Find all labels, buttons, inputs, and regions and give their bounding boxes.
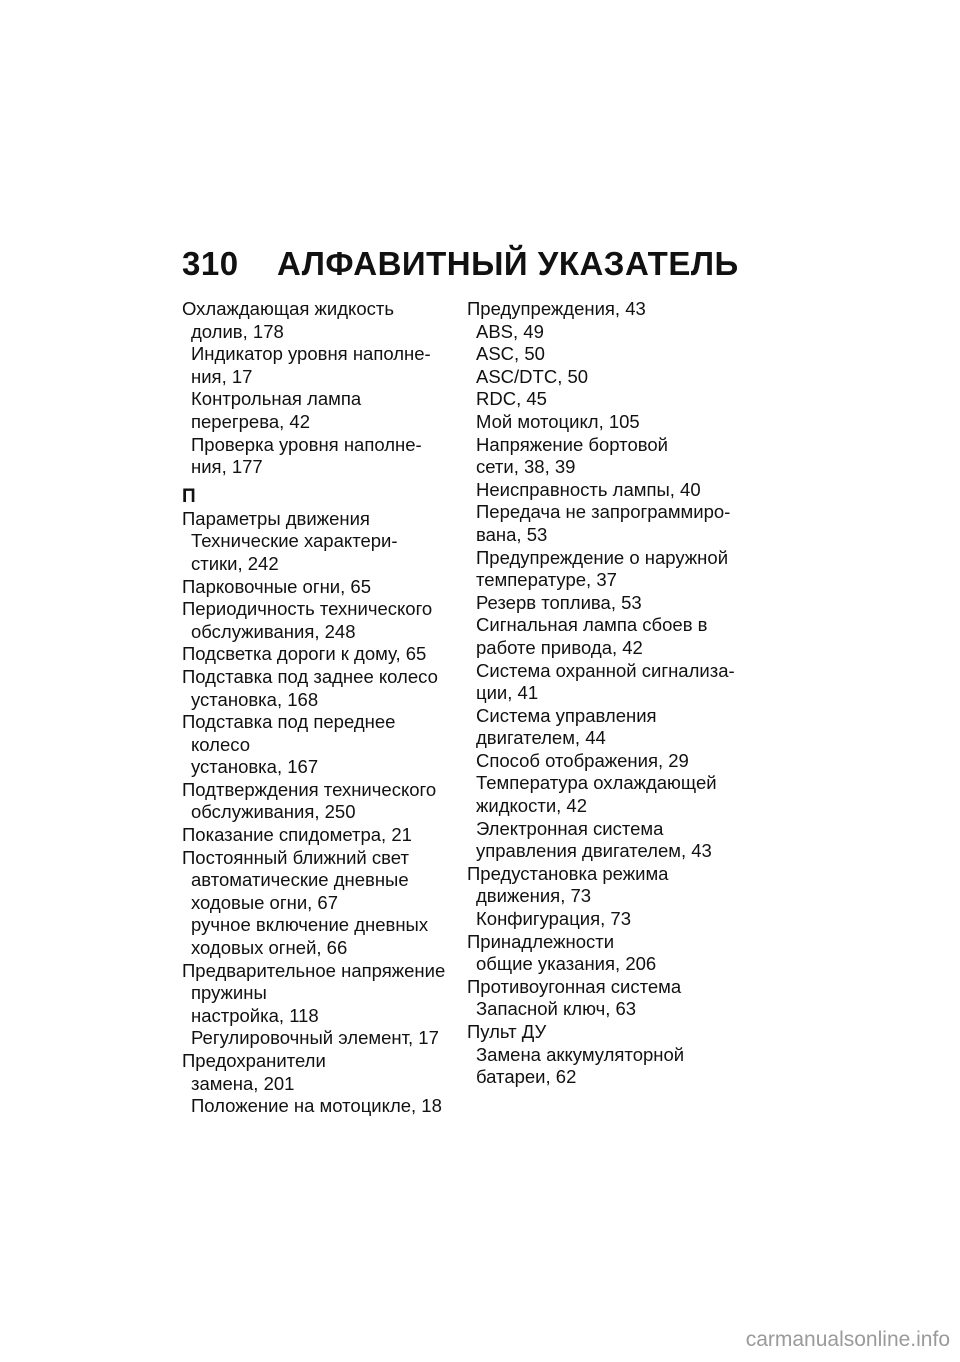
index-subentry: ABS, 49 bbox=[476, 320, 544, 342]
index-subentry: Система управления bbox=[476, 704, 657, 726]
index-subentry: ния, 177 bbox=[191, 456, 263, 478]
index-subentry: Передача не запрограммиро- bbox=[476, 501, 731, 523]
index-subentry: Индикатор уровня наполне- bbox=[191, 343, 431, 365]
index-subentry: Запасной ключ, 63 bbox=[476, 998, 637, 1020]
index-subentry: Напряжение бортовой bbox=[476, 433, 668, 455]
index-subentry: двигателем, 44 bbox=[476, 727, 606, 749]
index-subentry: Предупреждение о наружной bbox=[476, 546, 729, 568]
index-subentry: Система охранной сигнализа- bbox=[476, 659, 735, 681]
index-subentry: ходовых огней, 66 bbox=[191, 937, 348, 959]
index-subentry: долив, 178 bbox=[191, 320, 284, 342]
page-header bbox=[182, 244, 739, 284]
index-entry: Подставка под переднее bbox=[182, 711, 396, 733]
index-subentry: ния, 17 bbox=[191, 365, 253, 387]
index-entry: Предупреждения, 43 bbox=[467, 298, 646, 319]
index-entry: Подставка под заднее колесо bbox=[182, 665, 438, 687]
index-column-left bbox=[182, 298, 452, 1118]
index-entry: Предохранители bbox=[182, 1050, 326, 1071]
index-subentry: ходовые огни, 67 bbox=[191, 891, 339, 913]
index-entry: Пульт ДУ bbox=[467, 1021, 547, 1042]
index-subentry: обслуживания, 250 bbox=[191, 801, 356, 823]
index-subentry: Мой мотоцикл, 105 bbox=[476, 410, 640, 432]
index-subentry: сети, 38, 39 bbox=[476, 456, 576, 478]
index-subentry: колесо bbox=[191, 733, 251, 755]
index-entry: Предварительное напряжение bbox=[182, 959, 446, 981]
index-subentry: Замена аккумуляторной bbox=[476, 1043, 685, 1065]
index-subentry: Проверка уровня наполне- bbox=[191, 433, 422, 455]
index-subentry: Положение на мотоцикле, 18 bbox=[191, 1095, 442, 1117]
index-entry: Парковочные огни, 65 bbox=[182, 575, 371, 597]
index-subentry: стики, 242 bbox=[191, 552, 279, 574]
index-subentry: ASC, 50 bbox=[476, 343, 545, 365]
index-entry: Постоянный ближний свет bbox=[182, 846, 409, 868]
index-subentry: жидкости, 42 bbox=[476, 795, 588, 817]
index-subentry: Конфигурация, 73 bbox=[476, 908, 632, 930]
index-entry: Охлаждающая жидкость bbox=[182, 298, 394, 319]
index-entry: Принадлежности bbox=[467, 930, 615, 952]
index-subentry: установка, 168 bbox=[191, 688, 319, 710]
index-subentry: управления двигателем, 43 bbox=[476, 840, 712, 862]
index-subentry: Неисправность лампы, 40 bbox=[476, 478, 701, 500]
index-subentry: RDC, 45 bbox=[476, 388, 547, 410]
index-subentry: установка, 167 bbox=[191, 756, 319, 778]
index-entry: Противоугонная система bbox=[467, 975, 682, 997]
index-subentry: Температура охлаждающей bbox=[476, 772, 717, 794]
index-subentry: перегрева, 42 bbox=[191, 410, 310, 432]
index-subentry: пружины bbox=[191, 982, 267, 1004]
index-entry: Предустановка режима bbox=[467, 862, 669, 884]
index-entry: Параметры движения bbox=[182, 507, 370, 529]
index-subentry: настройка, 118 bbox=[191, 1004, 319, 1026]
index-entry: Показание спидометра, 21 bbox=[182, 824, 412, 846]
index-subentry: ручное включение дневных bbox=[191, 914, 429, 936]
index-subentry: Резерв топлива, 53 bbox=[476, 591, 642, 613]
index-subentry: Электронная система bbox=[476, 817, 664, 839]
index-subentry: замена, 201 bbox=[191, 1072, 295, 1094]
index-subentry: батареи, 62 bbox=[476, 1066, 577, 1088]
index-subentry: Сигнальная лампа сбоев в bbox=[476, 614, 708, 636]
index-subentry: общие указания, 206 bbox=[476, 953, 657, 975]
index-entry: Периодичность технического bbox=[182, 598, 433, 620]
index-subentry: работе привода, 42 bbox=[476, 636, 643, 658]
index-subentry: Контрольная лампа bbox=[191, 388, 362, 410]
watermark: carmanualsonline.info bbox=[745, 1328, 950, 1351]
index-entry: Подтверждения технического bbox=[182, 778, 437, 800]
page-title: АЛФАВИТНЫЙ УКАЗАТЕЛЬ bbox=[277, 245, 739, 282]
index-subentry: температуре, 37 bbox=[476, 569, 617, 591]
index-subentry: вана, 53 bbox=[476, 523, 548, 545]
index-subentry: автоматические дневные bbox=[191, 869, 409, 891]
index-subentry: ции, 41 bbox=[476, 682, 539, 704]
index-subentry: Технические характери- bbox=[191, 530, 398, 552]
page-number: 310 bbox=[182, 245, 239, 282]
index-subentry: Регулировочный элемент, 17 bbox=[191, 1027, 439, 1049]
index-subentry: ASC/DTC, 50 bbox=[476, 365, 589, 387]
index-subentry: Способ отображения, 29 bbox=[476, 749, 689, 771]
index-entry: Подсветка дороги к дому, 65 bbox=[182, 643, 427, 665]
index-subentry: движения, 73 bbox=[476, 885, 592, 907]
index-letter-heading: П bbox=[182, 485, 196, 507]
index-subentry: обслуживания, 248 bbox=[191, 620, 356, 642]
index-column-right bbox=[467, 298, 737, 1089]
